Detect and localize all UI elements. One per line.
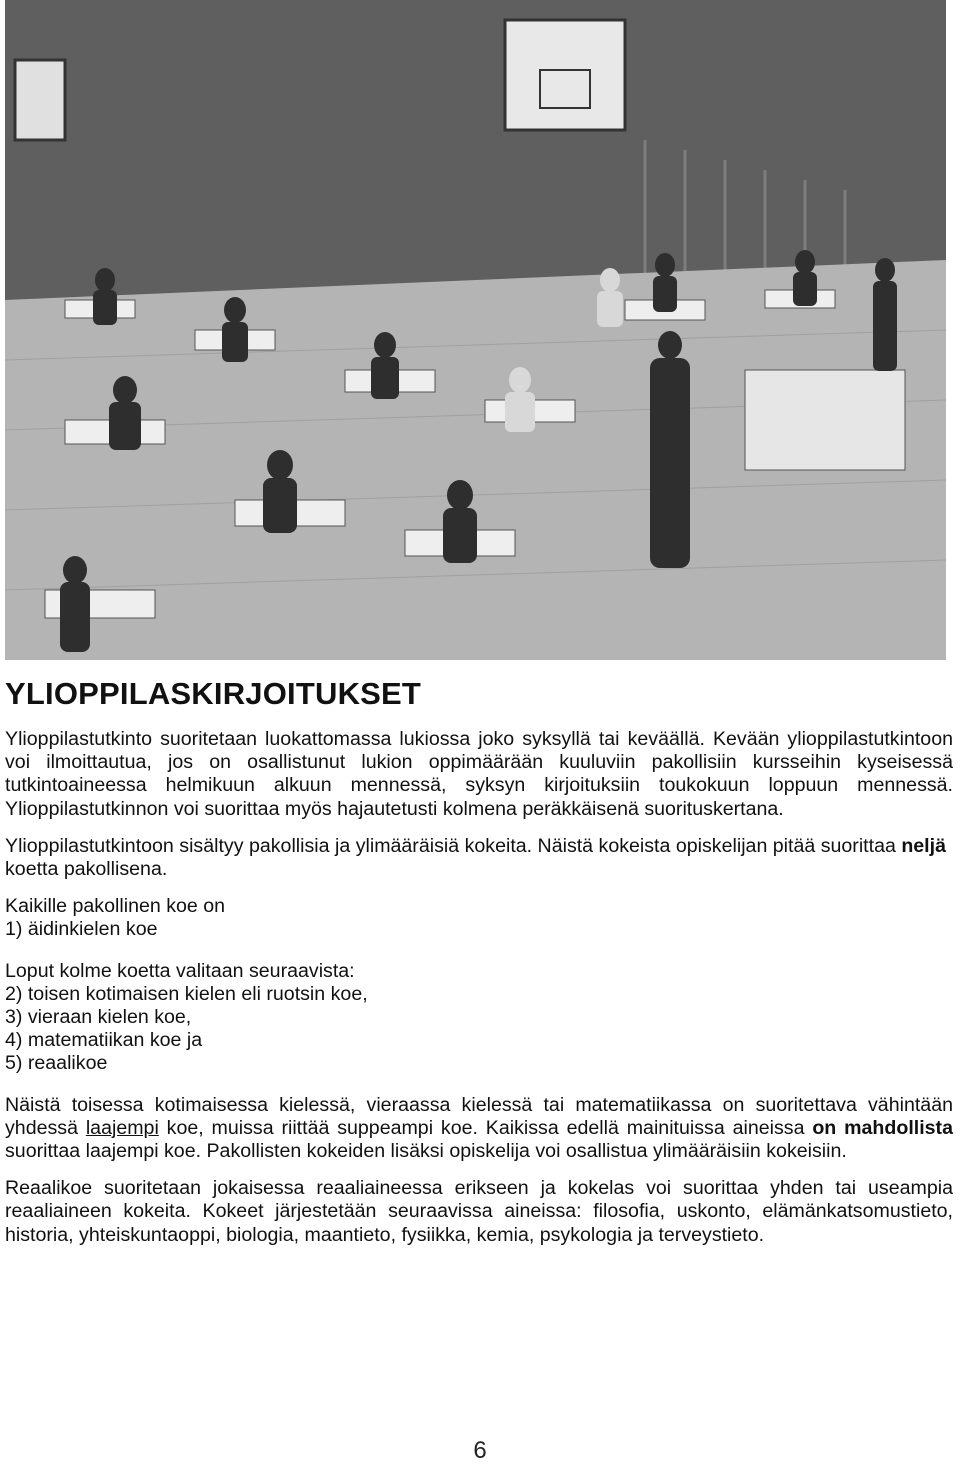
paragraph-real-exam: Reaalikoe suoritetaan jokaisessa reaaliaineessa erikseen ja kokelas voi suorittaa yhden tai useampia reaaliaineen kokeita. Kokeet järjestetään seuraavissa aineissa: filosofia, uskonto, elämänkatsomustieto, historia, yhteiskuntaoppi, biologia, maantieto, fysiikka, kemia, psykologia ja terveystieto. bbox=[5, 1177, 953, 1246]
text-segment: suorittaa laajempi koe. Pakollisten kokeiden lisäksi opiskelija voi osallistua ylimääräisiin kokeisiin. bbox=[5, 1140, 847, 1163]
list-item: 5) reaalikoe bbox=[5, 1052, 108, 1075]
text-segment: koetta pakollisena. bbox=[5, 858, 168, 881]
text-segment: Näistä toisessa kotimaisessa kielessä, vieraassa kielessä tai matematiikassa on suoritettava vähintään yhdessä bbox=[5, 1093, 953, 1139]
paragraph-intro: Ylioppilastutkinto suoritetaan luokattomassa lukiossa joko syksyllä tai keväällä. Kevään ylioppilastutkintoon voi ilmoittautua, jos on osallistunut lukion oppimäärään kuuluviin pakollisiin kursseihin kyseisessä tutkintoaineessa helmikuun alkuun mennessä, syksyn kirjoituksiin toukokuun loppuun mennessä. Ylioppilastutkinnon voi suorittaa myös hajautetusti kolmena peräkkäisenä suorituskertana. bbox=[5, 728, 953, 820]
page-number: 6 bbox=[473, 1437, 487, 1464]
exam-hall-photo bbox=[5, 0, 946, 660]
exam-hall-illustration bbox=[5, 0, 946, 660]
paragraph-optional-exams bbox=[5, 960, 953, 1076]
text-line: Loput kolme koetta valitaan seuraavista: bbox=[5, 959, 355, 982]
list-item: 4) matematiikan koe ja bbox=[5, 1029, 203, 1052]
bold-text: neljä bbox=[901, 834, 946, 857]
text-segment: koe, muissa riittää suppeampi koe. Kaikissa edellä mainituissa aineissa bbox=[158, 1116, 813, 1139]
underlined-text: laajempi bbox=[85, 1116, 159, 1139]
paragraph-extended-exam bbox=[5, 1094, 953, 1164]
main-content bbox=[5, 728, 953, 1261]
page-title: YLIOPPILASKIRJOITUKSET bbox=[5, 676, 422, 711]
bold-text: on mahdollista bbox=[812, 1116, 953, 1139]
text-segment: Ylioppilastutkintoon sisältyy pakollisia ja ylimääräisiä kokeita. Näistä kokeista opiskelijan pitää suorittaa bbox=[5, 834, 902, 857]
list-item: 3) vieraan kielen koe, bbox=[5, 1006, 192, 1029]
paragraph-mandatory-exam bbox=[5, 895, 953, 941]
list-item: 2) toisen kotimaisen kielen eli ruotsin koe, bbox=[5, 982, 368, 1005]
text-line: 1) äidinkielen koe bbox=[5, 918, 158, 941]
text-line: Kaikille pakollinen koe on bbox=[5, 895, 226, 918]
paragraph-exam-composition bbox=[5, 835, 953, 881]
